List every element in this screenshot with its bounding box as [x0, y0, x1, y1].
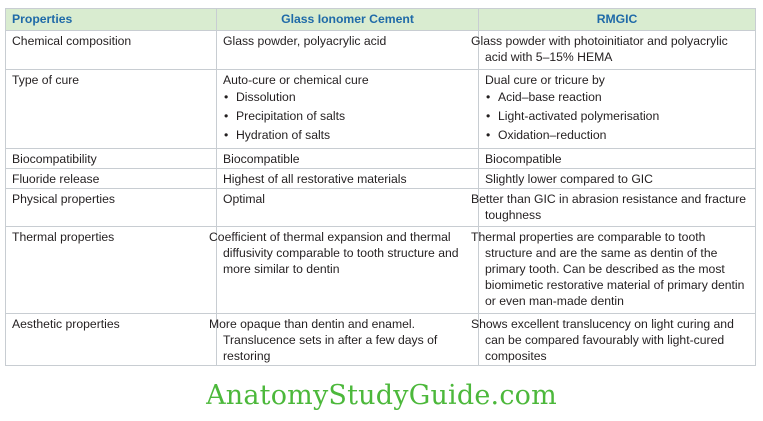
- cure-list: [223, 88, 472, 145]
- row-label: Biocompatibility: [6, 149, 217, 169]
- table-row: [6, 189, 756, 227]
- list-item: • Dissolution: [223, 88, 472, 107]
- row-label: Aesthetic properties: [6, 314, 217, 366]
- header-rmgic: RMGIC: [479, 9, 756, 31]
- cure-list: [485, 88, 749, 145]
- rmgic-cell: [479, 70, 756, 149]
- row-label: Chemical composition: [6, 31, 217, 70]
- gic-cell: Glass powder, polyacrylic acid: [217, 31, 479, 70]
- comparison-table: [5, 8, 756, 366]
- list-item: • Precipitation of salts: [223, 107, 472, 126]
- header-row: [6, 9, 756, 31]
- table-row: [6, 149, 756, 169]
- table-row: [6, 169, 756, 189]
- gic-cell: Optimal: [217, 189, 479, 227]
- rmgic-cell: Better than GIC in abrasion resistance and fracture toughness: [479, 189, 756, 227]
- row-label: Thermal properties: [6, 227, 217, 314]
- gic-cell: Highest of all restorative materials: [217, 169, 479, 189]
- row-label: Type of cure: [6, 70, 217, 149]
- cure-intro: Auto-cure or chemical cure: [223, 73, 369, 87]
- row-label: Fluoride release: [6, 169, 217, 189]
- rmgic-cell: Glass powder with photoinitiator and polyacrylic acid with 5–15% HEMA: [479, 31, 756, 70]
- site-watermark: AnatomyStudyGuide.com: [206, 380, 557, 411]
- rmgic-cell: Biocompatible: [479, 149, 756, 169]
- header-properties: Properties: [6, 9, 217, 31]
- list-item: • Acid–base reaction: [485, 88, 749, 107]
- table-row: [6, 314, 756, 366]
- cure-intro: Dual cure or tricure by: [485, 73, 605, 87]
- list-item: • Light-activated polymerisation: [485, 107, 749, 126]
- rmgic-cell: Shows excellent translucency on light curing and can be compared favourably with light-cured composites: [479, 314, 756, 366]
- list-item: • Hydration of salts: [223, 126, 472, 145]
- table-row: [6, 31, 756, 70]
- rmgic-cell: Slightly lower compared to GIC: [479, 169, 756, 189]
- gic-cell: More opaque than dentin and enamel. Translucence sets in after a few days of restoring: [217, 314, 479, 366]
- gic-cell: Coefficient of thermal expansion and thermal diffusivity comparable to tooth structure and more similar to dentin: [217, 227, 479, 314]
- table-row: [6, 227, 756, 314]
- rmgic-cell: Thermal properties are comparable to tooth structure and are the same as dentin of the primary tooth. Can be described as the most biomimetic restorative material of primary dentin or even man-made dentin: [479, 227, 756, 314]
- table-row: [6, 70, 756, 149]
- list-item: • Oxidation–reduction: [485, 126, 749, 145]
- gic-cell: Biocompatible: [217, 149, 479, 169]
- header-gic: Glass Ionomer Cement: [217, 9, 479, 31]
- gic-cell: [217, 70, 479, 149]
- row-label: Physical properties: [6, 189, 217, 227]
